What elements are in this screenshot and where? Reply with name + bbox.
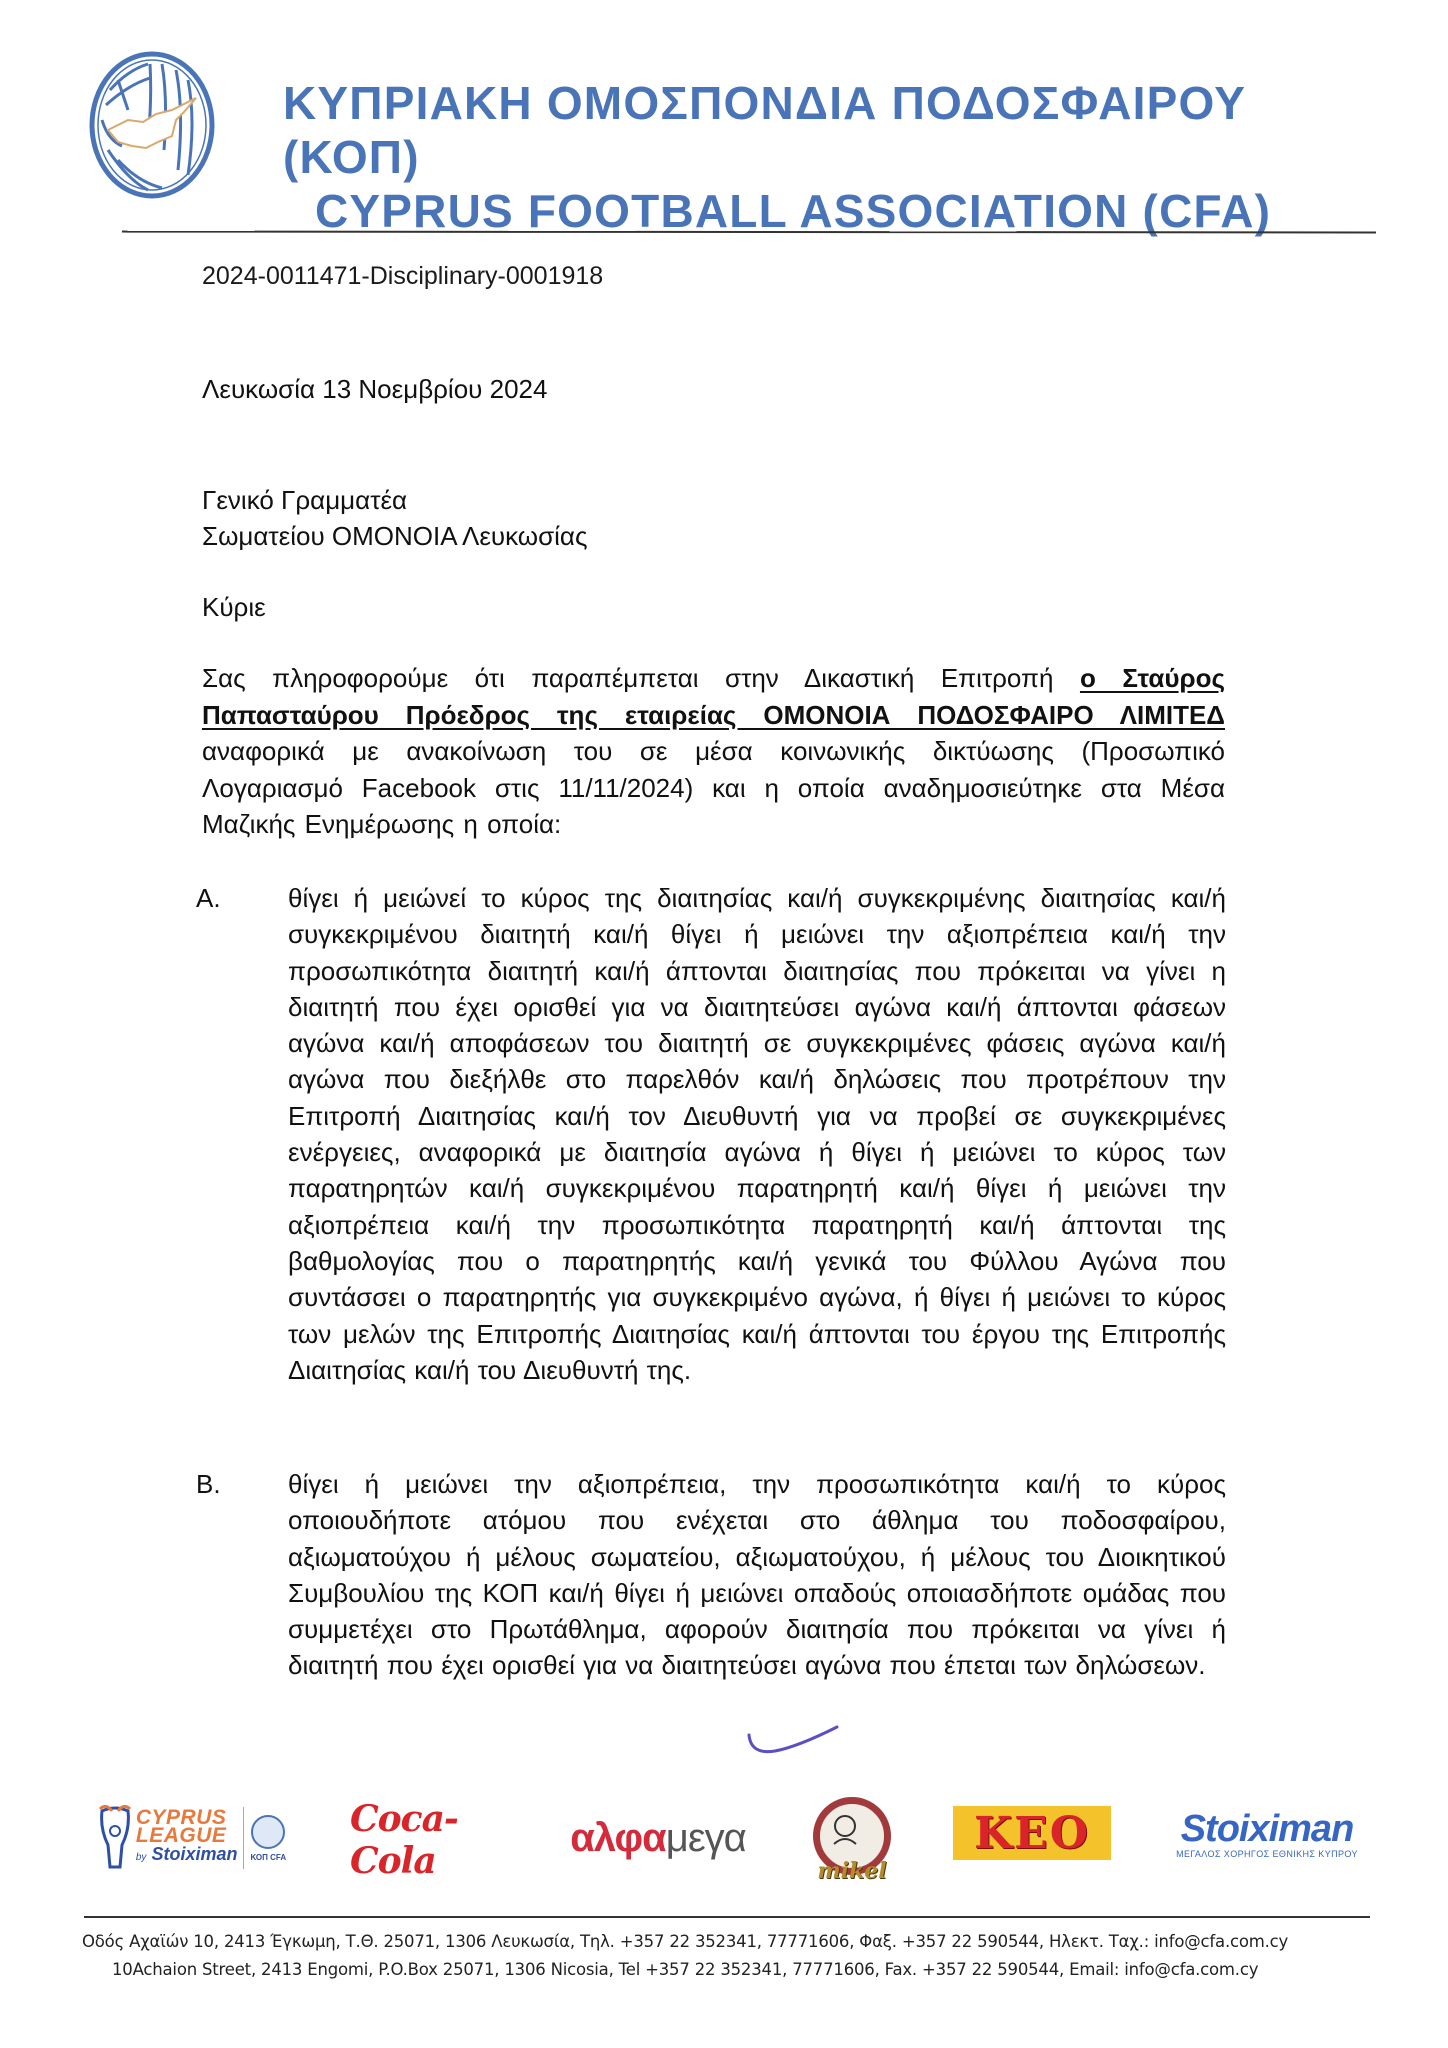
coca-cola-logo [350, 1798, 510, 1882]
addressee-organization: Σωματείου ΟΜΟΝΟΙΑ Λευκωσίας [202, 521, 588, 551]
addressee-title: Γενικό Γραμματέα [202, 485, 408, 515]
cfa-crest-icon [88, 50, 216, 200]
intro-text-start: Σας πληροφορούμε ότι παραπέμπεται στην Δικαστική Επιτροπή [202, 663, 1080, 693]
referred-person-highlight: ο Σταύρος Παπασταύρου Πρόεδρος της εταιρείας ΟΜΟΝΟΙΑ ΠΟΔΟΣΦΑΙΡΟ ΛΙΜΙΤΕΔ [202, 663, 1225, 730]
reference-number: 2024-0011471-Disciplinary-0001918 [202, 262, 604, 290]
intro-text-end: αναφορικά με ανακοίνωση του σε μέσα κοινωνικής δικτύωσης (Προσωπικό Λογαριασμό Facebook στις 11/11/2024) και η οποία αναδημοσιεύτηκε στα Μέσα Μαζικής Ενημέρωσης η οποία: [202, 736, 1225, 839]
league-brand: Stoiximan [151, 1844, 238, 1864]
league-divider [243, 1807, 244, 1869]
date-line: Λευκωσία 13 Νοεμβρίου 2024 [202, 374, 548, 404]
trophy-icon [98, 1805, 132, 1871]
org-name-english: CYPRUS FOOTBALL ASSOCIATION (CFA) [315, 185, 1272, 237]
league-by: by [135, 1852, 147, 1863]
footer-divider [84, 1916, 1370, 1918]
league-line2: LEAGUE [135, 1824, 227, 1847]
salutation: Κύριε [202, 592, 266, 622]
alphamega-part1: αλφα [570, 1815, 666, 1860]
sponsor-logos [0, 1790, 1448, 1890]
organization-title [283, 76, 1383, 238]
intro-paragraph [202, 660, 1225, 843]
list-item-text: θίγει ή μειώνει την αξιοπρέπεια, την προσωπικότητα και/ή το κύρος οποιουδήποτε ατόμου που ενέχεται στο άθλημα του ποδοσφαίρου, αξιωματούχου ή μέλους σωματείου, αξιωματούχου, ή μέλους του Διοικητικού Συμβουλίου της ΚΟΠ και/ή θίγει ή μειώνει οπαδούς οποιασδήποτε ομάδας που συμμετέχει στο Πρωτάθλημα, αφορούν διαιτησία που πρόκειται να γίνει ή διαιτητή που έχει ορισθεί για να διαιτητεύσει αγώνα που έπεται των δηλώσεων. [288, 1469, 1226, 1681]
mikel-logo [812, 1790, 892, 1882]
cyprus-league-logo [92, 1804, 292, 1872]
list-marker: Β. [196, 1469, 221, 1499]
org-name-greek: ΚΥΠΡΙΑΚΗ ΟΜΟΣΠΟΝΔΙΑ ΠΟΔΟΣΦΑΙΡΟΥ (ΚΟΠ) [283, 77, 1247, 183]
list-item-text: θίγει ή μειώνεί το κύρος της διαιτησίας και/ή συγκεκριμένης διαιτησίας και/ή συγκεκριμένου διαιτητή και/ή θίγει ή μειώνει την αξιοπρέπεια και/ή την προσωπικότητα διαιτητή και/ή άπτονται διαιτησίας που πρόκειται να γίνει η διαιτητή που έχει ορισθεί για να διαιτητεύσει αγώνα και/ή άπτονται φάσεων αγώνα και/ή αποφάσεων του διαιτητή σε συγκεκριμένες φάσεις αγώνα και/ή αγώνα που διεξήλθε στο παρελθόν και/ή δηλώσεις που προτρέπουν την Επιτροπή Διαιτησίας και/ή τον Διευθυντή για να προβεί σε συγκεκριμένες ενέργειες, αναφορικά με διαιτησία αγώνα ή θίγει ή μειώνει το κύρος των παρατηρητών και/ή συγκεκριμένου παρατηρητή και/ή θίγει ή μειώνει την αξιοπρέπεια και/ή την προσωπικότητα παρατηρητή και/ή άπτονται της βαθμολογίας που ο παρατηρητής και/ή γενικά του Φύλλου Αγώνα που συντάσσει ο παρατηρητής για συγκεκριμένο αγώνα, ή θίγει ή μειώνει το κύρος των μελών της Επιτροπής Διαιτησίας και/ή άπτονται του έργου της Επιτροπής Διαιτησίας και/ή του Διευθυντή της. [288, 883, 1226, 1385]
alphamega-logo [558, 1808, 758, 1868]
cfa-mini-crest-icon [251, 1815, 285, 1849]
league-cfa-label: ΚΟΠ CFA [250, 1852, 287, 1862]
stoiximan-wordmark: Stoiximan [1180, 1808, 1354, 1850]
signature-mark-icon [745, 1725, 845, 1765]
alphamega-part2: μεγα [665, 1815, 746, 1860]
footer-address-greek: Οδός Αχαϊών 10, 2413 Έγκωμη, Τ.Θ. 25071, 1306 Λευκωσία, Τηλ. +357 22 352341, 77771606, Φαξ. +357 22 590544, Ηλεκτ. Ταχ.: info@cfa.com.cy [82, 1932, 1289, 1951]
stoiximan-tagline: ΜΕΓΑΛΟΣ ΧΟΡΗΓΟΣ ΕΘΝΙΚΗΣ ΚΥΠΡΟΥ [1176, 1849, 1358, 1859]
list-item [196, 880, 1226, 1388]
coca-cola-wordmark: Coca-Cola [350, 1798, 458, 1882]
addressee [202, 482, 588, 554]
keo-wordmark: KEO [973, 1807, 1091, 1859]
stoiximan-logo [1172, 1804, 1362, 1864]
keo-logo [953, 1806, 1111, 1860]
league-line1: CYPRUS [135, 1806, 227, 1829]
list-marker: Α. [196, 883, 221, 913]
list-item [196, 1466, 1226, 1684]
mikel-wordmark: mikel [817, 1858, 887, 1884]
footer-address-english: 10Achaion Street, 2413 Engomi, P.O.Box 25071, 1306 Nicosia, Tel +357 22 352341, 77771606, Fax. +357 22 590544, Email: info@cfa.com.cy [112, 1960, 1259, 1979]
